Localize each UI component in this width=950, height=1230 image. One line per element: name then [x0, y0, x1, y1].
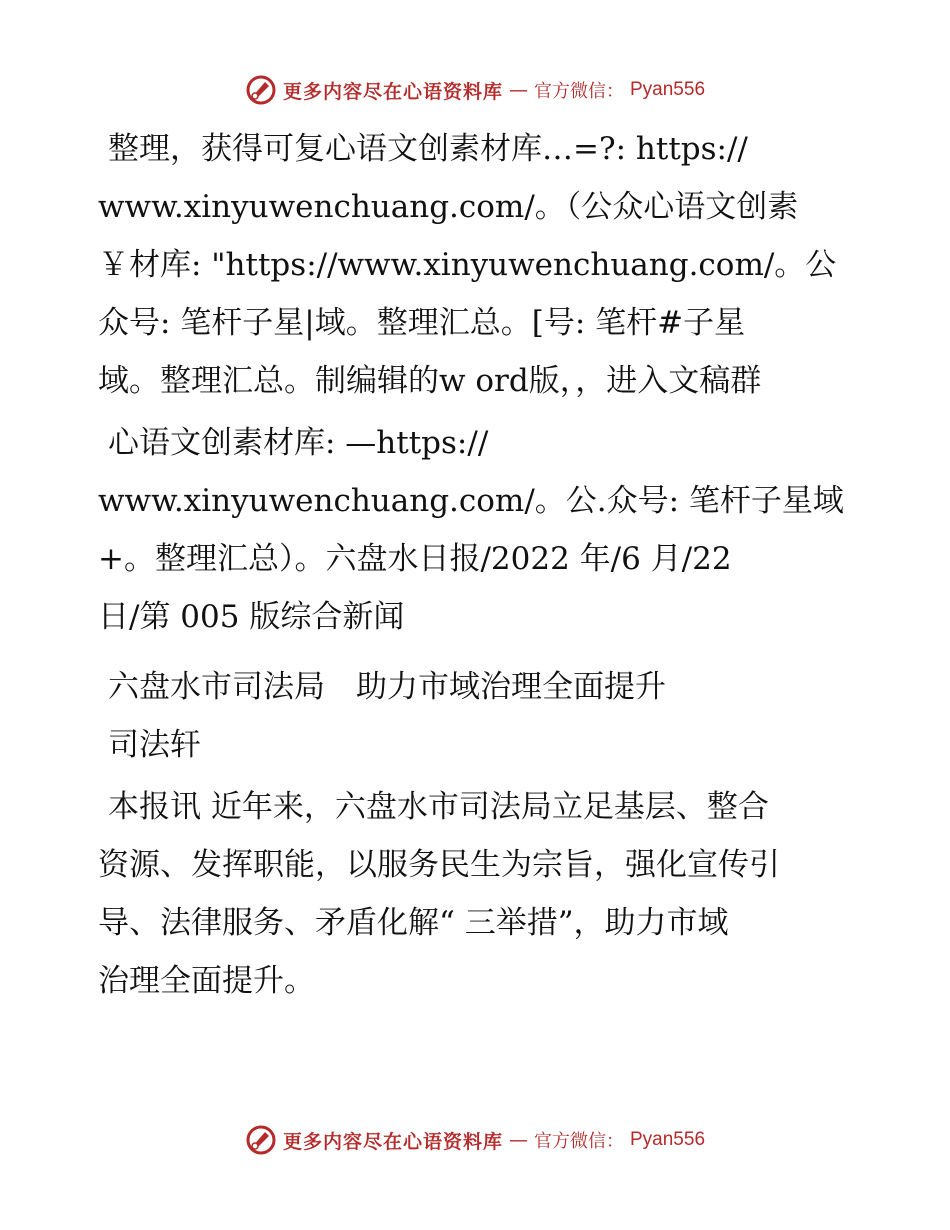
document-body	[98, 120, 858, 1010]
body-line: 整理，获得可复心语文创素材库…=?: https://	[108, 131, 748, 167]
body-line: 治理全面提升。	[98, 963, 315, 999]
body-line: 本报讯 近年来，六盘水市司法局立足基层、整合	[108, 789, 769, 825]
body-line: 资源、发挥职能，以服务民生为宗旨，强化宣传引	[98, 847, 780, 883]
footer-brand-text: 更多内容尽在心语资料库	[282, 1130, 503, 1153]
header-wechat-label: 官方微信：	[534, 81, 624, 102]
body-line: www.xinyuwenchuang.com/。（公众心语文创素	[98, 189, 799, 225]
footer-wechat-label: 官方微信：	[534, 1131, 624, 1152]
header-wechat-id: Pyan556	[630, 79, 706, 100]
body-line: 导、法律服务、矛盾化解“ 三举措”，助力市域	[98, 905, 729, 941]
header-banner	[0, 70, 950, 110]
header-banner-inner	[245, 74, 705, 106]
body-line: 众号: 笔杆子星|域。整理汇总。[号: 笔杆#子星	[98, 305, 746, 341]
header-dash: —	[509, 79, 528, 101]
article-title: 六盘水市司法局 助力市域治理全面提升	[108, 669, 666, 705]
body-line: 心语文创素材库: —https://	[108, 425, 489, 461]
brand-logo-icon	[245, 74, 277, 106]
body-line: 域。整理汇总。制编辑的w ord版，，进入文稿群	[98, 363, 762, 399]
brand-logo-icon	[245, 1124, 277, 1156]
header-brand-text: 更多内容尽在心语资料库	[282, 80, 503, 103]
body-line: ￥材库: "https://www.xinyuwenchuang.com/。公	[98, 247, 837, 283]
footer-dash: —	[509, 1129, 528, 1151]
footer-banner-inner	[245, 1124, 705, 1156]
article-author: 司法轩	[108, 727, 201, 763]
footer-banner	[0, 1120, 950, 1160]
body-line: 日/第 005 版综合新闻	[98, 599, 405, 635]
footer-wechat-id: Pyan556	[630, 1129, 706, 1150]
body-line: +。整理汇总）。六盘水日报/2022 年/6 月/22	[98, 541, 732, 577]
body-line: www.xinyuwenchuang.com/。公.众号: 笔杆子星域	[98, 483, 844, 519]
